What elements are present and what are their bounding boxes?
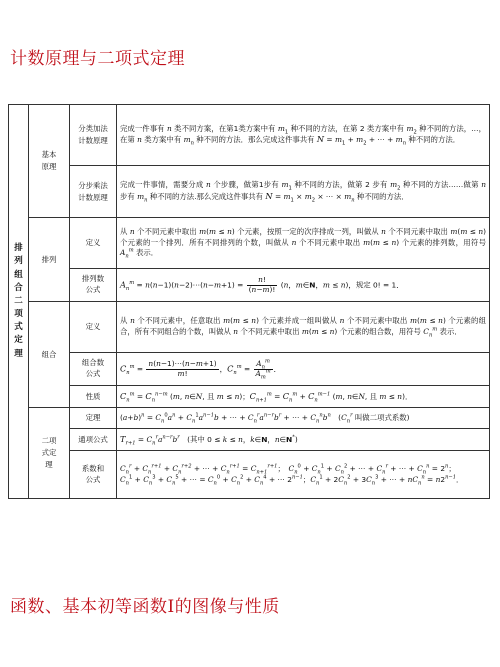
section-label-char: 式	[14, 322, 23, 333]
combination-formula-label: 组合数 公式	[70, 353, 117, 386]
binomial-theorem: $(a+b)^n = C_n^0a^n + C_n^1a^{n-1}b$ + ⋯ + $C_n^ra^{n-r}b^r$ + ⋯ + $C_n^nb^n$ ($C_n^r$ 叫做二项式系数)	[117, 408, 490, 429]
binomial-label: 二项 式定 理	[29, 408, 70, 499]
general-term-formula: $T_{r+1} = C_n^ra^{n-r}b^r$ (其中 0 ≤ k ≤ n，k∈N，n∈N*)	[117, 429, 490, 451]
permutation-formula-label: 排列数 公式	[70, 269, 117, 302]
combination-definition-text: 从 n 个不同元素中，任意取出 m(m ≤ n) 个元素并成一组叫做从 n 个不同元素中取出 m(m ≤ n) 个元素的组合，所有不同组合的个数，叫做从 n 个不同元素中取出 m(m ≤ n) 个元素的组合数，用符号 $C_n^m$ 表示．	[117, 302, 490, 353]
combination-formula: $C_n^m$ = $\frac{n(n-1)\cdots(n-m+1)}{m!}$ ，$C_n^m$ = $\frac{A_n^m}{A_m^m}$ ．	[117, 353, 490, 386]
multiplication-principle-text: 完成一件事情，需要分成 n 个步骤，做第1步有 $m_1$ 种不同的方法，做第 2 步有 $m_2$ 种不同的方法……做第 n 步有 $m_n$ 种不同的方法.那么完成这件事共有 $N = m_1 \times m_2$ × ⋯ × $m_n$ 种不同的方法．	[117, 166, 490, 218]
combination-label: 组合	[29, 302, 70, 408]
next-section-title: 函数、基本初等函数Ⅰ的图像与性质	[10, 597, 280, 617]
section-label	[9, 105, 29, 499]
table-row	[9, 429, 490, 451]
basic-principle-label: 基本 原理	[29, 105, 70, 218]
table-row	[9, 269, 490, 302]
table-row	[9, 302, 490, 353]
combination-property: $C_n^m = C_n^{n-m}$ (m, n∈N, 且 m ≤ n)；$C_{n+1}^m = C_n^m + C_n^{m-1}$ (m, n∈N, 且 m ≤ n)．	[117, 386, 490, 408]
permutation-label: 排列	[29, 218, 70, 302]
formula-table	[8, 104, 490, 499]
section-label-char: 排	[14, 243, 23, 254]
combination-property-label: 性质	[70, 386, 117, 408]
table-row	[9, 218, 490, 269]
table-row	[9, 408, 490, 429]
addition-principle-label: 分类加法 计数原理	[70, 105, 117, 166]
section-label-char: 定	[14, 335, 23, 346]
section-label-char: 二	[14, 295, 23, 306]
coefficient-sum-label: 系数和 公式	[70, 451, 117, 499]
permutation-formula: $A_n^m$ = n(n−1)(n−2)⋯(n−m+1) = $\frac{n!}{(n-m)!}$ (n，m∈N，m ≤ n)，规定 0! = 1．	[117, 269, 490, 302]
combination-definition-label: 定义	[70, 302, 117, 353]
coefficient-sum-formulas: $C_n^r + C_n^{r+1} + C_n^{r+2}$ + ⋯ + $C_n^{r+1} = C_{n+1}^{r+1}$； $C_n^0 + C_n^1 + C_n^2$ + ⋯ + $C_n^r$ + ⋯ + $C_n^n = 2^n$； $C_n^1 + C_n^3 + C_n^5$ + ⋯ = $C_n^0 + C_n^2 + C_n^4$ + ⋯ $2^{n-1}$；$C_n^1 + 2C_n^2 + 3C_n^3$ + ⋯ + $nC_n^n = n2^{n-1}$．	[117, 451, 490, 499]
page-title: 计数原理与二项式定理	[10, 49, 185, 69]
permutation-definition-label: 定义	[70, 218, 117, 269]
table-row	[9, 105, 490, 166]
general-term-label: 通项公式	[70, 429, 117, 451]
section-label-char: 理	[14, 348, 23, 359]
section-label-char: 组	[14, 269, 23, 280]
permutation-definition-text: 从 n 个不同元素中取出 m(m ≤ n) 个元素，按照一定的次序排成一列，叫做从 n 个不同元素中取出 m(m ≤ n) 个元素的一个排列．所有不同排列的个数，叫做从 n 个不同元素中取出 m(m ≤ n) 个元素的排列数，用符号 $A_n^m$ 表示．	[117, 218, 490, 269]
table-row	[9, 386, 490, 408]
table-row	[9, 166, 490, 218]
table-row	[9, 353, 490, 386]
binomial-theorem-label: 定理	[70, 408, 117, 429]
section-label-char: 项	[14, 309, 23, 320]
multiplication-principle-label: 分步乘法 计数原理	[70, 166, 117, 218]
addition-principle-text: 完成一件事有 n 类不同方案，在第1类方案中有 $m_1$ 种不同的方法，在第 2 类方案中有 $m_2$ 种不同的方法，…，在第 n 类方案中有 $m_n$ 种不同的方法．那么完成这件事共有 $N = m_1 + m_2$ + ⋯ + $m_n$ 种不同的方法．	[117, 105, 490, 166]
section-label-char: 合	[14, 282, 23, 293]
table-row	[9, 451, 490, 499]
section-label-char: 列	[14, 256, 23, 267]
